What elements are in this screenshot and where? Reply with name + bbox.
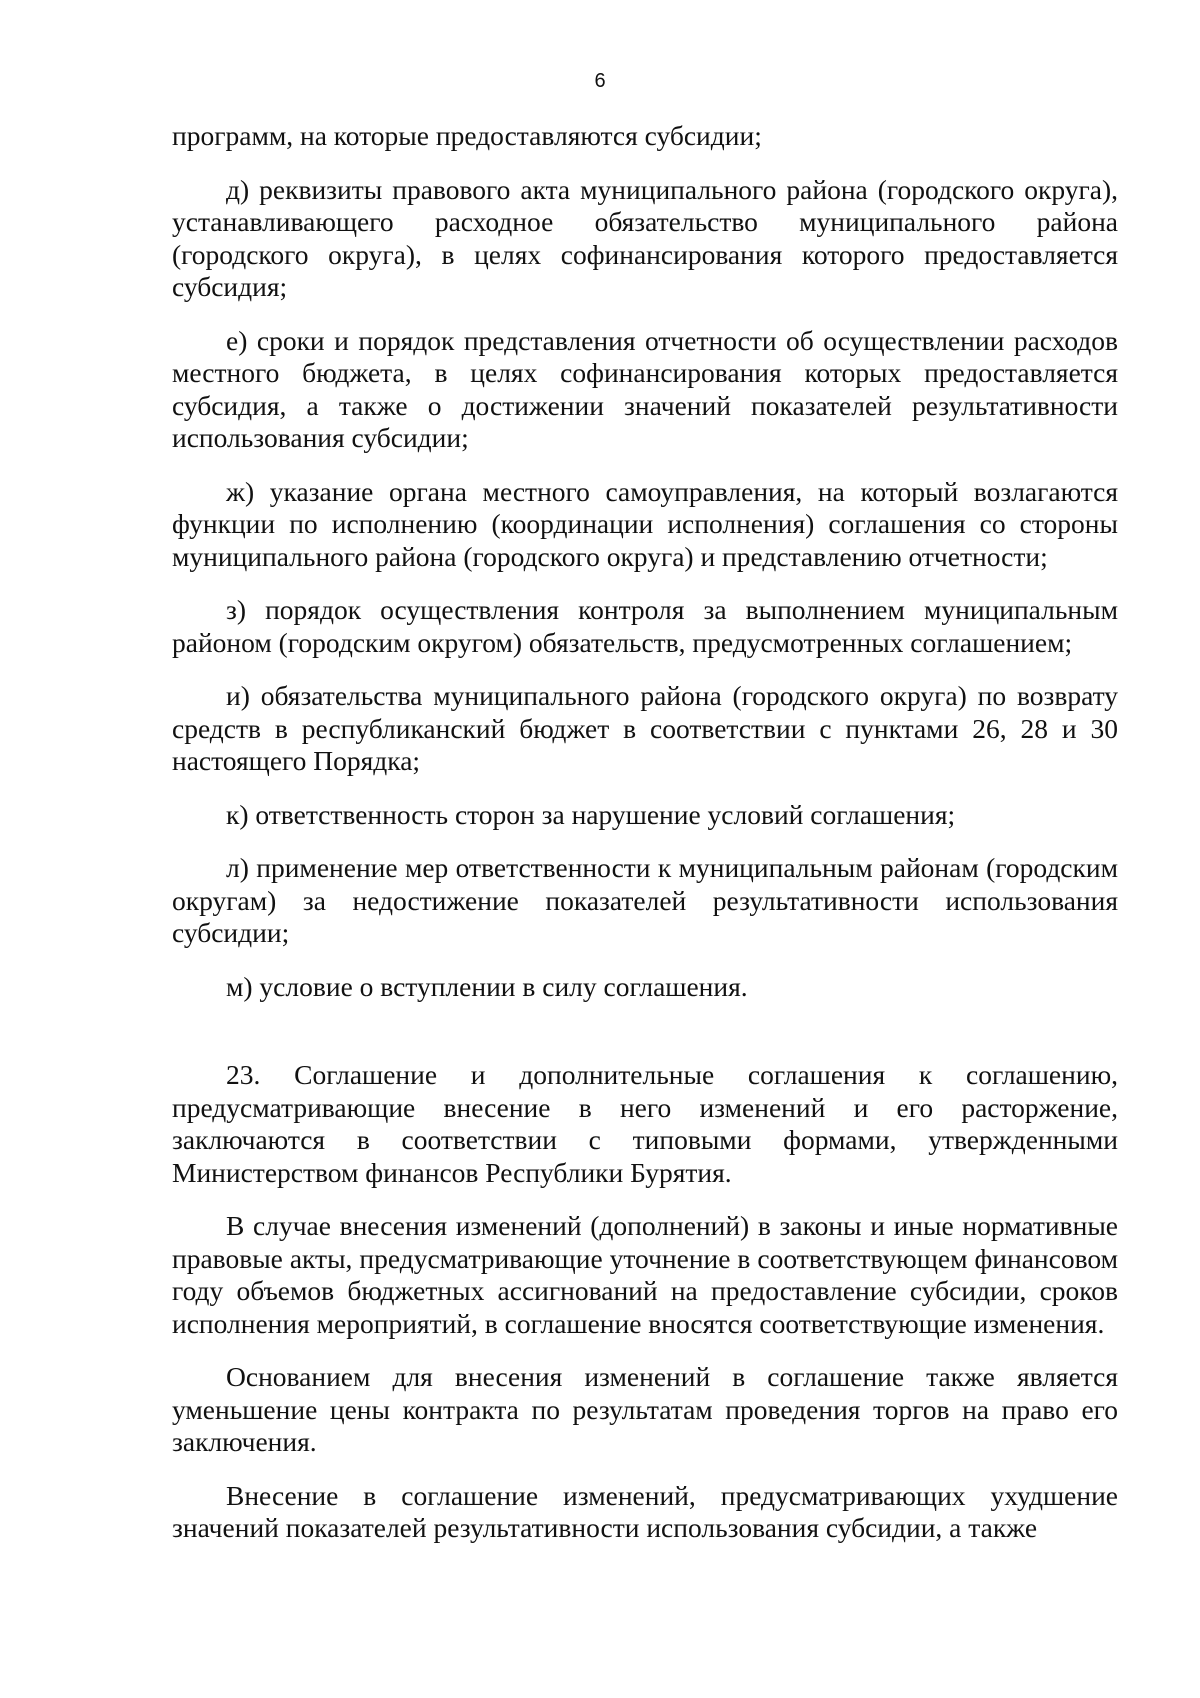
- list-item-m: м) условие о вступлении в силу соглашения.: [226, 970, 748, 1002]
- page-number: 6: [594, 70, 606, 92]
- document-body: [172, 120, 1118, 1566]
- list-item-zh: ж) указание органа местного самоуправления, на который возлагаются функции по исполнению (координации исполнения) соглашения со стороны муниципального района (городского округа) и представлению отчетности;: [172, 475, 1118, 572]
- list-item-l: л) применение мер ответственности к муниципальным районам (городским округам) за недостижение показателей результативности использования субсидии;: [172, 852, 1118, 948]
- list-item-e: е) сроки и порядок представления отчетности об осуществлении расходов местного бюджета, в целях софинансирования которых предоставляется субсидия, а также о достижении значений показателей результативности использования субсидии;: [172, 324, 1118, 453]
- paragraph: Внесение в соглашение изменений, предусматривающих ухудшение значений показателей результативности использования субсидии, а также: [172, 1479, 1118, 1543]
- list-item-d: д) реквизиты правового акта муниципального района (городского округа), устанавливающего расходное обязательство муниципального района (городского округа), в целях софинансирования которого предоставляется субсидия;: [172, 173, 1118, 302]
- paragraph: Основанием для внесения изменений в соглашение также является уменьшение цены контракта по результатам проведения торгов на право его заключения.: [172, 1361, 1118, 1457]
- list-item-k: к) ответственность сторон за нарушение условий соглашения;: [226, 798, 956, 830]
- clause-23: 23. Соглашение и дополнительные соглашения к соглашению, предусматривающие внесение в него изменений и его расторжение, заключаются в соответствии с типовыми формами, утвержденными Министерством финансов Республики Бурятия.: [172, 1059, 1118, 1188]
- list-item-z: з) порядок осуществления контроля за выполнением муниципальным районом (городским округом) обязательств, предусмотренных соглашением;: [172, 594, 1118, 658]
- paragraph: В случае внесения изменений (дополнений) в законы и иные нормативные правовые акты, предусматривающие уточнение в соответствующем финансовом году объемов бюджетных ассигнований на предоставление субсидии, сроков исполнения мероприятий, в соглашение вносятся соответствующие изменения.: [172, 1210, 1118, 1339]
- paragraph-continuation: программ, на которые предоставляются субсидии;: [172, 120, 762, 151]
- list-item-i: и) обязательства муниципального района (городского округа) по возврату средств в республиканский бюджет в соответствии с пунктами 26, 28 и 30 настоящего Порядка;: [172, 680, 1118, 776]
